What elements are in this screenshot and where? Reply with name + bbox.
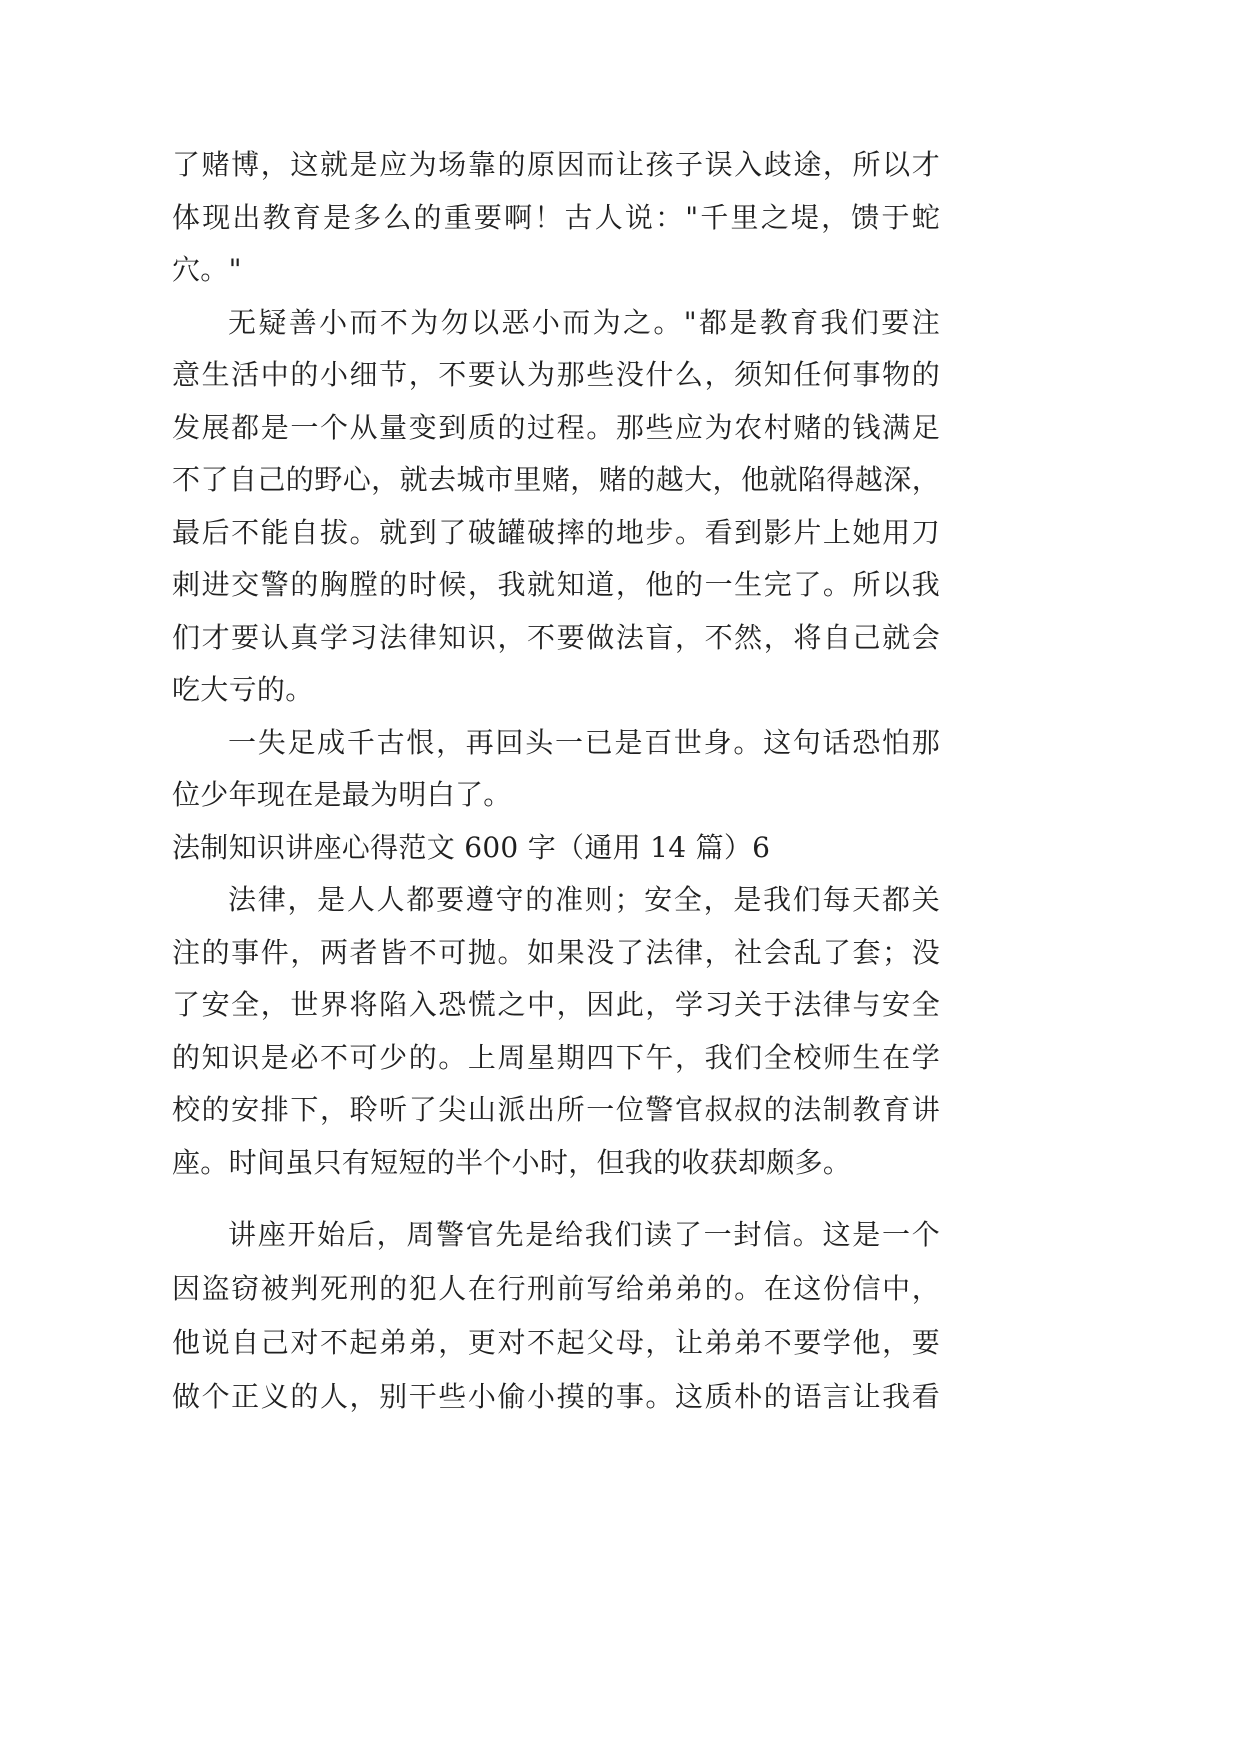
text-line: 一失足成千古恨，再回头一已是百世身。这句话恐怕那	[228, 725, 940, 759]
text-line: 发展都是一个从量变到质的过程。那些应为农村赌的钱满足	[172, 410, 940, 444]
text-line: 们才要认真学习法律知识，不要做法盲，不然，将自己就会	[172, 620, 940, 654]
paragraph	[172, 874, 940, 1189]
text-line: 无疑善小而不为勿以恶小而为之。"都是教育我们要注	[228, 305, 940, 339]
text-line: 的知识是必不可少的。上周星期四下午，我们全校师生在学	[172, 1040, 940, 1074]
document-body	[172, 139, 940, 1424]
text-line: 体现出教育是多么的重要啊！古人说："千里之堤，馈于蛇	[172, 200, 940, 234]
text-line: 做个正义的人，别干些小偷小摸的事。这质朴的语言让我看	[172, 1380, 940, 1413]
text-line: 校的安排下，聆听了尖山派出所一位警官叔叔的法制教育讲	[172, 1093, 940, 1126]
text-line: 他说自己对不起弟弟，更对不起父母，让弟弟不要学他，要	[172, 1326, 940, 1359]
text-line: 位少年现在是最为明白了。	[172, 778, 512, 811]
paragraph	[172, 139, 940, 297]
paragraph	[172, 297, 940, 717]
section-heading: 法制知识讲座心得范文 600 字（通用 14 篇）6	[172, 830, 771, 864]
text-line: 法律，是人人都要遵守的准则；安全，是我们每天都关	[228, 883, 940, 916]
text-line: 最后不能自拔。就到了破罐破摔的地步。看到影片上她用刀	[172, 515, 940, 549]
text-line: 了安全，世界将陷入恐慌之中，因此，学习关于法律与安全	[172, 988, 940, 1021]
text-line: 不了自己的野心，就去城市里赌，赌的越大，他就陷得越深，	[172, 463, 940, 496]
text-line: 座。时间虽只有短短的半个小时，但我的收获却颇多。	[172, 1145, 852, 1179]
text-line: 意生活中的小细节，不要认为那些没什么，须知任何事物的	[172, 358, 940, 391]
text-line: 因盗窃被判死刑的犯人在行刑前写给弟弟的。在这份信中，	[172, 1272, 940, 1305]
text-line: 穴。"	[172, 253, 242, 286]
paragraph	[172, 1208, 940, 1424]
paragraph	[172, 717, 940, 822]
text-line: 注的事件，两者皆不可抛。如果没了法律，社会乱了套；没	[172, 935, 940, 969]
text-line: 刺进交警的胸膛的时候，我就知道，他的一生完了。所以我	[172, 568, 940, 601]
text-line: 讲座开始后，周警官先是给我们读了一封信。这是一个	[228, 1218, 940, 1251]
text-line: 了赌博，这就是应为场靠的原因而让孩子误入歧途，所以才	[172, 148, 940, 181]
text-line: 吃大亏的。	[172, 673, 314, 706]
